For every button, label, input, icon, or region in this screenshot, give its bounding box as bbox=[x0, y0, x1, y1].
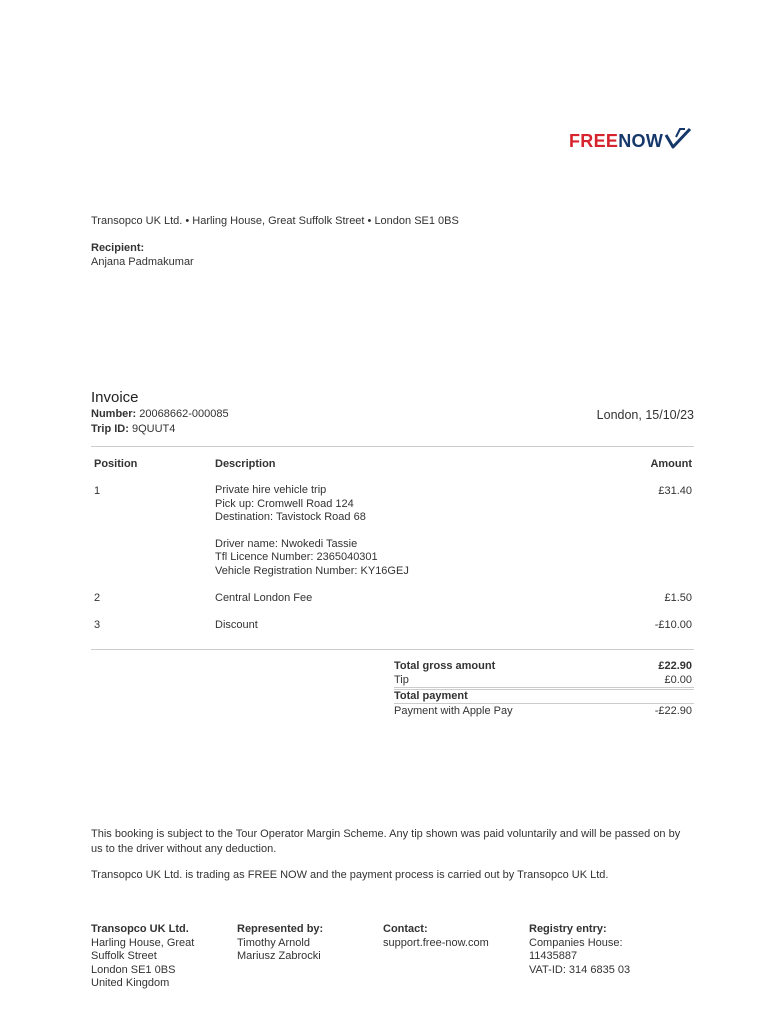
sender-address: Transopco UK Ltd. • Harling House, Great Suffolk Street • London SE1 0BS bbox=[91, 215, 459, 227]
trading-note: Transopco UK Ltd. is trading as FREE NOW and the payment process is carried out by Transopco UK Ltd. bbox=[91, 869, 609, 881]
tip-label: Tip bbox=[394, 674, 409, 686]
footer-company-line: Harling House, Great bbox=[91, 936, 195, 949]
row-1-position: 1 bbox=[94, 485, 101, 497]
row-1-description bbox=[215, 484, 409, 579]
header-position: Position bbox=[94, 458, 138, 470]
invoice-number-label: Number: bbox=[91, 408, 137, 420]
total-gross-label: Total gross amount bbox=[394, 660, 496, 672]
invoice-number-value: 20068662-000085 bbox=[139, 408, 229, 420]
footer-represented bbox=[237, 923, 323, 964]
freenow-logo bbox=[569, 121, 692, 151]
footer-company-line: United Kingdom bbox=[91, 977, 170, 990]
row-1-line: Destination: Tavistock Road 68 bbox=[215, 511, 366, 524]
footer-contact-link[interactable]: support.free-now.com bbox=[383, 936, 489, 949]
divider bbox=[91, 649, 694, 650]
footer-registry-line: VAT-ID: 314 6835 03 bbox=[529, 963, 631, 976]
row-1-line: Private hire vehicle trip bbox=[215, 484, 327, 496]
apple-pay-label: Payment with Apple Pay bbox=[394, 705, 513, 717]
footer-company bbox=[91, 923, 194, 991]
totals-divider bbox=[394, 703, 694, 704]
row-3-description: Discount bbox=[215, 619, 258, 631]
header-amount: Amount bbox=[650, 458, 692, 470]
invoice-number bbox=[91, 407, 229, 422]
logo-check-icon bbox=[664, 127, 692, 149]
invoice-city-date: London, 15/10/23 bbox=[596, 408, 694, 422]
footer-represented-line: Mariusz Zabrocki bbox=[237, 950, 321, 963]
footer-registry-line: 11435887 bbox=[529, 950, 578, 963]
footer-company-title: Transopco UK Ltd. bbox=[91, 923, 189, 935]
footer-represented-line: Timothy Arnold bbox=[237, 936, 310, 949]
row-1-amount: £31.40 bbox=[658, 485, 692, 497]
row-1-line: Pick up: Cromwell Road 124 bbox=[215, 497, 354, 510]
footer-contact-title: Contact: bbox=[383, 923, 428, 935]
row-3-amount: -£10.00 bbox=[654, 619, 692, 631]
footer-contact bbox=[383, 923, 489, 950]
footer-company-line: Suffolk Street bbox=[91, 950, 157, 963]
logo-free-text: FREE bbox=[569, 131, 619, 151]
footer-registry bbox=[529, 923, 630, 977]
recipient-label: Recipient: bbox=[91, 242, 145, 254]
header-description: Description bbox=[215, 458, 276, 470]
apple-pay-value: -£22.90 bbox=[654, 705, 692, 717]
total-payment-label: Total payment bbox=[394, 690, 468, 702]
invoice-title: Invoice bbox=[91, 389, 139, 406]
row-1-driver-line: Driver name: Nwokedi Tassie bbox=[215, 537, 358, 550]
row-2-amount: £1.50 bbox=[664, 592, 692, 604]
footer-registry-line: Companies House: bbox=[529, 936, 623, 949]
total-gross-value: £22.90 bbox=[658, 660, 692, 672]
row-1-driver-line: Tfl Licence Number: 2365040301 bbox=[215, 551, 378, 564]
recipient-name: Anjana Padmakumar bbox=[91, 256, 194, 268]
row-2-description: Central London Fee bbox=[215, 592, 313, 604]
row-1-driver-line: Vehicle Registration Number: KY16GEJ bbox=[215, 564, 409, 577]
row-3-position: 3 bbox=[94, 619, 101, 631]
tour-operator-note: This booking is subject to the Tour Operator Margin Scheme. Any tip shown was paid voluntarily and will be passed on by us to the driver without any deduction. bbox=[91, 828, 681, 855]
tip-value: £0.00 bbox=[664, 674, 692, 686]
trip-id-value: 9QUUT4 bbox=[131, 423, 176, 435]
footer-registry-title: Registry entry: bbox=[529, 923, 607, 935]
footer-represented-title: Represented by: bbox=[237, 923, 324, 935]
footer-company-line: London SE1 0BS bbox=[91, 963, 176, 976]
totals-divider bbox=[394, 687, 694, 688]
logo-now-text: NOW bbox=[618, 131, 664, 151]
trip-id-label: Trip ID: bbox=[91, 423, 129, 435]
trip-id bbox=[91, 422, 175, 437]
divider bbox=[91, 446, 694, 447]
row-2-position: 2 bbox=[94, 592, 101, 604]
